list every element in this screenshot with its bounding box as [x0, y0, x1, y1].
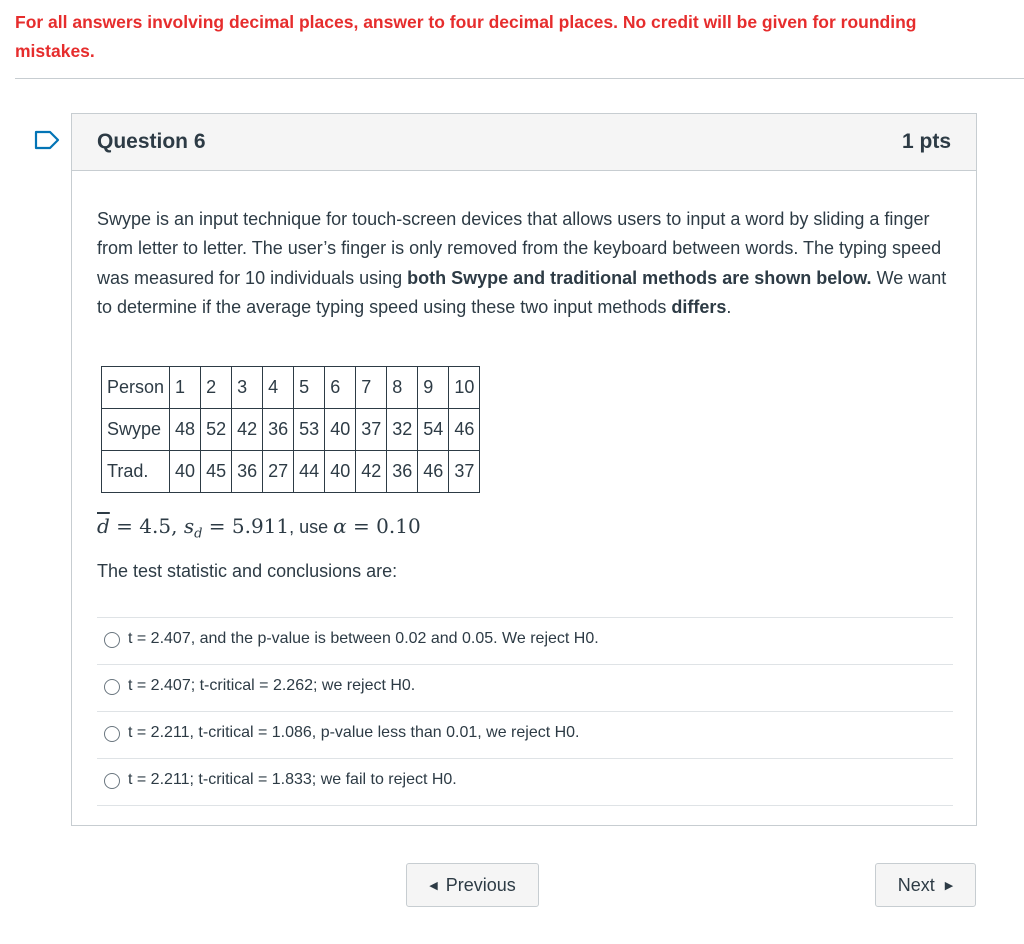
caret-right-icon: ▶ [944, 879, 954, 892]
table-cell: 4 [263, 367, 294, 409]
question-prompt: The test statistic and conclusions are: [97, 561, 398, 581]
data-table [101, 366, 480, 493]
table-cell: 44 [294, 451, 325, 493]
radio-button[interactable] [104, 632, 120, 648]
table-cell: 6 [325, 367, 356, 409]
caret-left-icon: ◀ [429, 879, 438, 892]
next-button[interactable] [875, 863, 976, 907]
table-cell: 52 [201, 409, 232, 451]
use-text: , use [289, 517, 334, 537]
table-cell: 9 [418, 367, 449, 409]
table-cell: 53 [294, 409, 325, 451]
table-cell: 1 [170, 367, 201, 409]
table-cell: 36 [232, 451, 263, 493]
d-bar-value: = 4.5, [109, 514, 184, 538]
table-cell: 46 [449, 409, 480, 451]
question-text-part: . [726, 296, 732, 317]
answer-label[interactable]: t = 2.211; t-critical = 1.833; we fail to reject H0. [128, 771, 457, 788]
previous-button[interactable] [406, 863, 539, 907]
d-bar-symbol: $\overline{d}$ [97, 514, 110, 538]
answer-label[interactable]: t = 2.407; t-critical = 2.262; we reject H0. [128, 677, 416, 694]
previous-label: Previous [445, 874, 516, 895]
question-card [71, 113, 977, 826]
divider [15, 78, 1024, 79]
table-cell: 40 [170, 451, 201, 493]
sd-value: = 5.911 [202, 514, 290, 538]
table-cell: 27 [263, 451, 294, 493]
question-title: Question 6 [97, 130, 206, 153]
table-row-header: Person [102, 367, 170, 409]
table-cell: 42 [232, 409, 263, 451]
table-cell: 3 [232, 367, 263, 409]
table-cell: 46 [418, 451, 449, 493]
flag-question-icon[interactable] [34, 130, 60, 150]
summary-statistics [97, 514, 421, 542]
table-cell: 37 [449, 451, 480, 493]
sd-symbol: s [183, 514, 195, 538]
question-header [72, 114, 976, 171]
answer-option[interactable] [97, 617, 953, 664]
answer-label[interactable]: t = 2.211, t-critical = 1.086, p-value less than 0.01, we reject H0. [128, 724, 580, 741]
table-cell: 2 [201, 367, 232, 409]
table-cell: 36 [387, 451, 418, 493]
table-cell: 10 [449, 367, 480, 409]
table-cell: 5 [294, 367, 325, 409]
question-text-part: Swype is an input technique for touch-screen devices that allows users to input a word by sliding a finger from letter to letter. The user’s finger is only removed from the keyboard between words. The typing speed was measured for 10 individuals using [97, 209, 942, 288]
table-cell: 45 [201, 451, 232, 493]
table-row [102, 451, 480, 493]
table-cell: 32 [387, 409, 418, 451]
next-label: Next [897, 874, 935, 895]
radio-button[interactable] [104, 773, 120, 789]
question-text-bold: differs [671, 296, 727, 317]
table-row-header: Swype [102, 409, 170, 451]
answer-option[interactable] [97, 758, 953, 806]
radio-button[interactable] [104, 726, 120, 742]
table-cell: 40 [325, 409, 356, 451]
table-cell: 40 [325, 451, 356, 493]
table-row [102, 409, 480, 451]
question-text-part: We want to determine if the average typing speed using these two input methods [97, 267, 947, 317]
answer-option[interactable] [97, 664, 953, 711]
question-points: 1 pts [901, 130, 951, 153]
alpha-value: = 0.10 [346, 514, 421, 538]
answer-label[interactable]: t = 2.407, and the p-value is between 0.02 and 0.05. We reject H0. [128, 630, 599, 647]
sd-subscript: d [194, 526, 203, 542]
alpha-symbol: α [333, 514, 347, 538]
question-text-bold: both Swype and traditional methods are shown below. [407, 267, 872, 288]
radio-button[interactable] [104, 679, 120, 695]
table-cell: 8 [387, 367, 418, 409]
table-cell: 7 [356, 367, 387, 409]
table-cell: 37 [356, 409, 387, 451]
table-cell: 36 [263, 409, 294, 451]
table-cell: 42 [356, 451, 387, 493]
table-cell: 48 [170, 409, 201, 451]
answer-list [97, 617, 953, 806]
instructions-notice: For all answers involving decimal places, answer to four decimal places. No credit will be given for rounding mistakes. [15, 12, 917, 61]
question-text [97, 205, 957, 322]
table-row-header: Trad. [102, 451, 170, 493]
answer-option[interactable] [97, 711, 953, 758]
table-cell: 54 [418, 409, 449, 451]
table-row [102, 367, 480, 409]
